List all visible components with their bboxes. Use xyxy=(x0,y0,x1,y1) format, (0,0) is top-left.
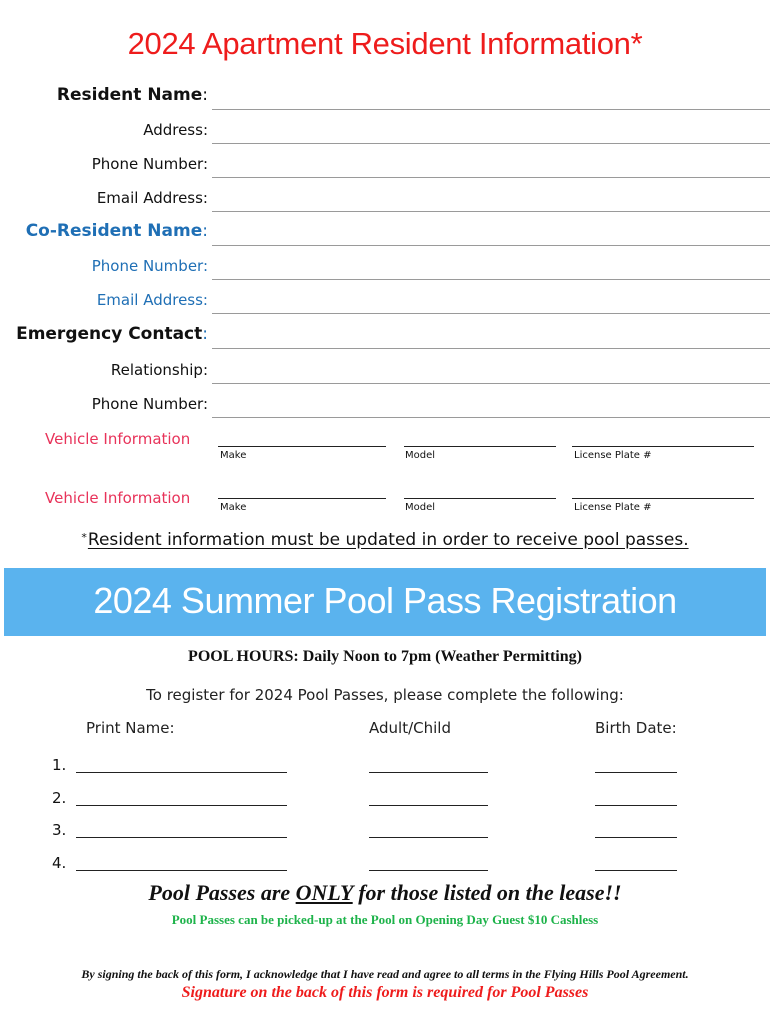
co-resident-email-field[interactable] xyxy=(0,280,770,314)
lease-note: Pool Passes are ONLY for those listed on the lease!! xyxy=(148,880,622,905)
birth-date-line[interactable] xyxy=(595,837,677,838)
email-address-field[interactable] xyxy=(0,178,770,212)
registration-row xyxy=(0,852,770,876)
make-line[interactable] xyxy=(218,446,386,447)
birth-date-line[interactable] xyxy=(595,772,677,773)
field-label: Email Address: xyxy=(96,291,208,309)
field-label: Co-Resident Name: xyxy=(25,221,208,241)
vehicle-info-row-1 xyxy=(0,430,770,474)
co-resident-name-field[interactable] xyxy=(0,212,770,246)
relationship-field[interactable] xyxy=(0,350,770,384)
pool-registration-banner xyxy=(4,568,766,636)
field-label: Phone Number: xyxy=(91,257,208,275)
update-note xyxy=(0,530,770,550)
field-line[interactable] xyxy=(212,348,770,349)
co-resident-phone-field[interactable] xyxy=(0,246,770,280)
field-label: Resident Name: xyxy=(56,85,208,105)
registration-row xyxy=(0,819,770,843)
agreement-text: By signing the back of this form, I acknowledge that I have read and agree to all terms in the Flying Hills Pool Agreement. xyxy=(81,967,689,981)
print-name-line[interactable] xyxy=(76,870,287,871)
birth-date-line[interactable] xyxy=(595,805,677,806)
license-plate-caption: License Plate # xyxy=(574,502,652,513)
vehicle-label: Vehicle Information xyxy=(45,430,191,448)
make-caption: Make xyxy=(220,450,247,461)
adult-child-line[interactable] xyxy=(369,837,488,838)
signature-note: Signature on the back of this form is required for Pool Passes xyxy=(181,984,589,1001)
column-birth-date: Birth Date: xyxy=(595,719,677,737)
pickup-note: Pool Passes can be picked-up at the Pool on Opening Day Guest $10 Cashless xyxy=(171,912,599,927)
field-line[interactable] xyxy=(212,417,770,418)
model-caption: Model xyxy=(405,502,436,513)
emergency-phone-field[interactable] xyxy=(0,384,770,418)
field-label: Relationship: xyxy=(110,361,208,379)
row-number: 4. xyxy=(52,854,67,872)
vehicle-label: Vehicle Information xyxy=(45,489,191,507)
column-adult-child: Adult/Child xyxy=(369,719,451,737)
license-plate-caption: License Plate # xyxy=(574,450,652,461)
registration-instructions: To register for 2024 Pool Passes, please complete the following: xyxy=(146,686,624,704)
column-print-name: Print Name: xyxy=(86,719,175,737)
pool-hours: POOL HOURS: Daily Noon to 7pm (Weather Permitting) xyxy=(188,648,582,665)
note-text: Resident information must be updated in order to receive pool passes. xyxy=(87,530,689,550)
row-number: 1. xyxy=(52,756,67,774)
print-name-line[interactable] xyxy=(76,837,287,838)
make-caption: Make xyxy=(220,502,247,513)
field-label: Emergency Contact: xyxy=(16,324,208,344)
field-label: Email Address: xyxy=(96,189,208,207)
license-plate-line[interactable] xyxy=(572,498,754,499)
note-asterisk: * xyxy=(81,531,87,544)
adult-child-line[interactable] xyxy=(369,772,488,773)
address-field[interactable] xyxy=(0,110,770,144)
row-number: 3. xyxy=(52,821,67,839)
print-name-line[interactable] xyxy=(76,772,287,773)
adult-child-line[interactable] xyxy=(369,805,488,806)
birth-date-line[interactable] xyxy=(595,870,677,871)
license-plate-line[interactable] xyxy=(572,446,754,447)
resident-name-field[interactable] xyxy=(0,76,770,110)
vehicle-info-row-2 xyxy=(0,489,770,533)
model-line[interactable] xyxy=(404,446,556,447)
banner-title: 2024 Summer Pool Pass Registration xyxy=(93,580,677,621)
field-label: Address: xyxy=(143,121,208,139)
field-line[interactable] xyxy=(212,313,770,314)
registration-row xyxy=(0,754,770,778)
field-label: Phone Number: xyxy=(91,155,208,173)
row-number: 2. xyxy=(52,789,67,807)
form-title: 2024 Apartment Resident Information* xyxy=(127,26,643,61)
registration-row xyxy=(0,787,770,811)
adult-child-line[interactable] xyxy=(369,870,488,871)
phone-number-field[interactable] xyxy=(0,144,770,178)
field-label: Phone Number: xyxy=(91,395,208,413)
model-caption: Model xyxy=(405,450,436,461)
model-line[interactable] xyxy=(404,498,556,499)
make-line[interactable] xyxy=(218,498,386,499)
emergency-contact-field[interactable] xyxy=(0,315,770,349)
print-name-line[interactable] xyxy=(76,805,287,806)
